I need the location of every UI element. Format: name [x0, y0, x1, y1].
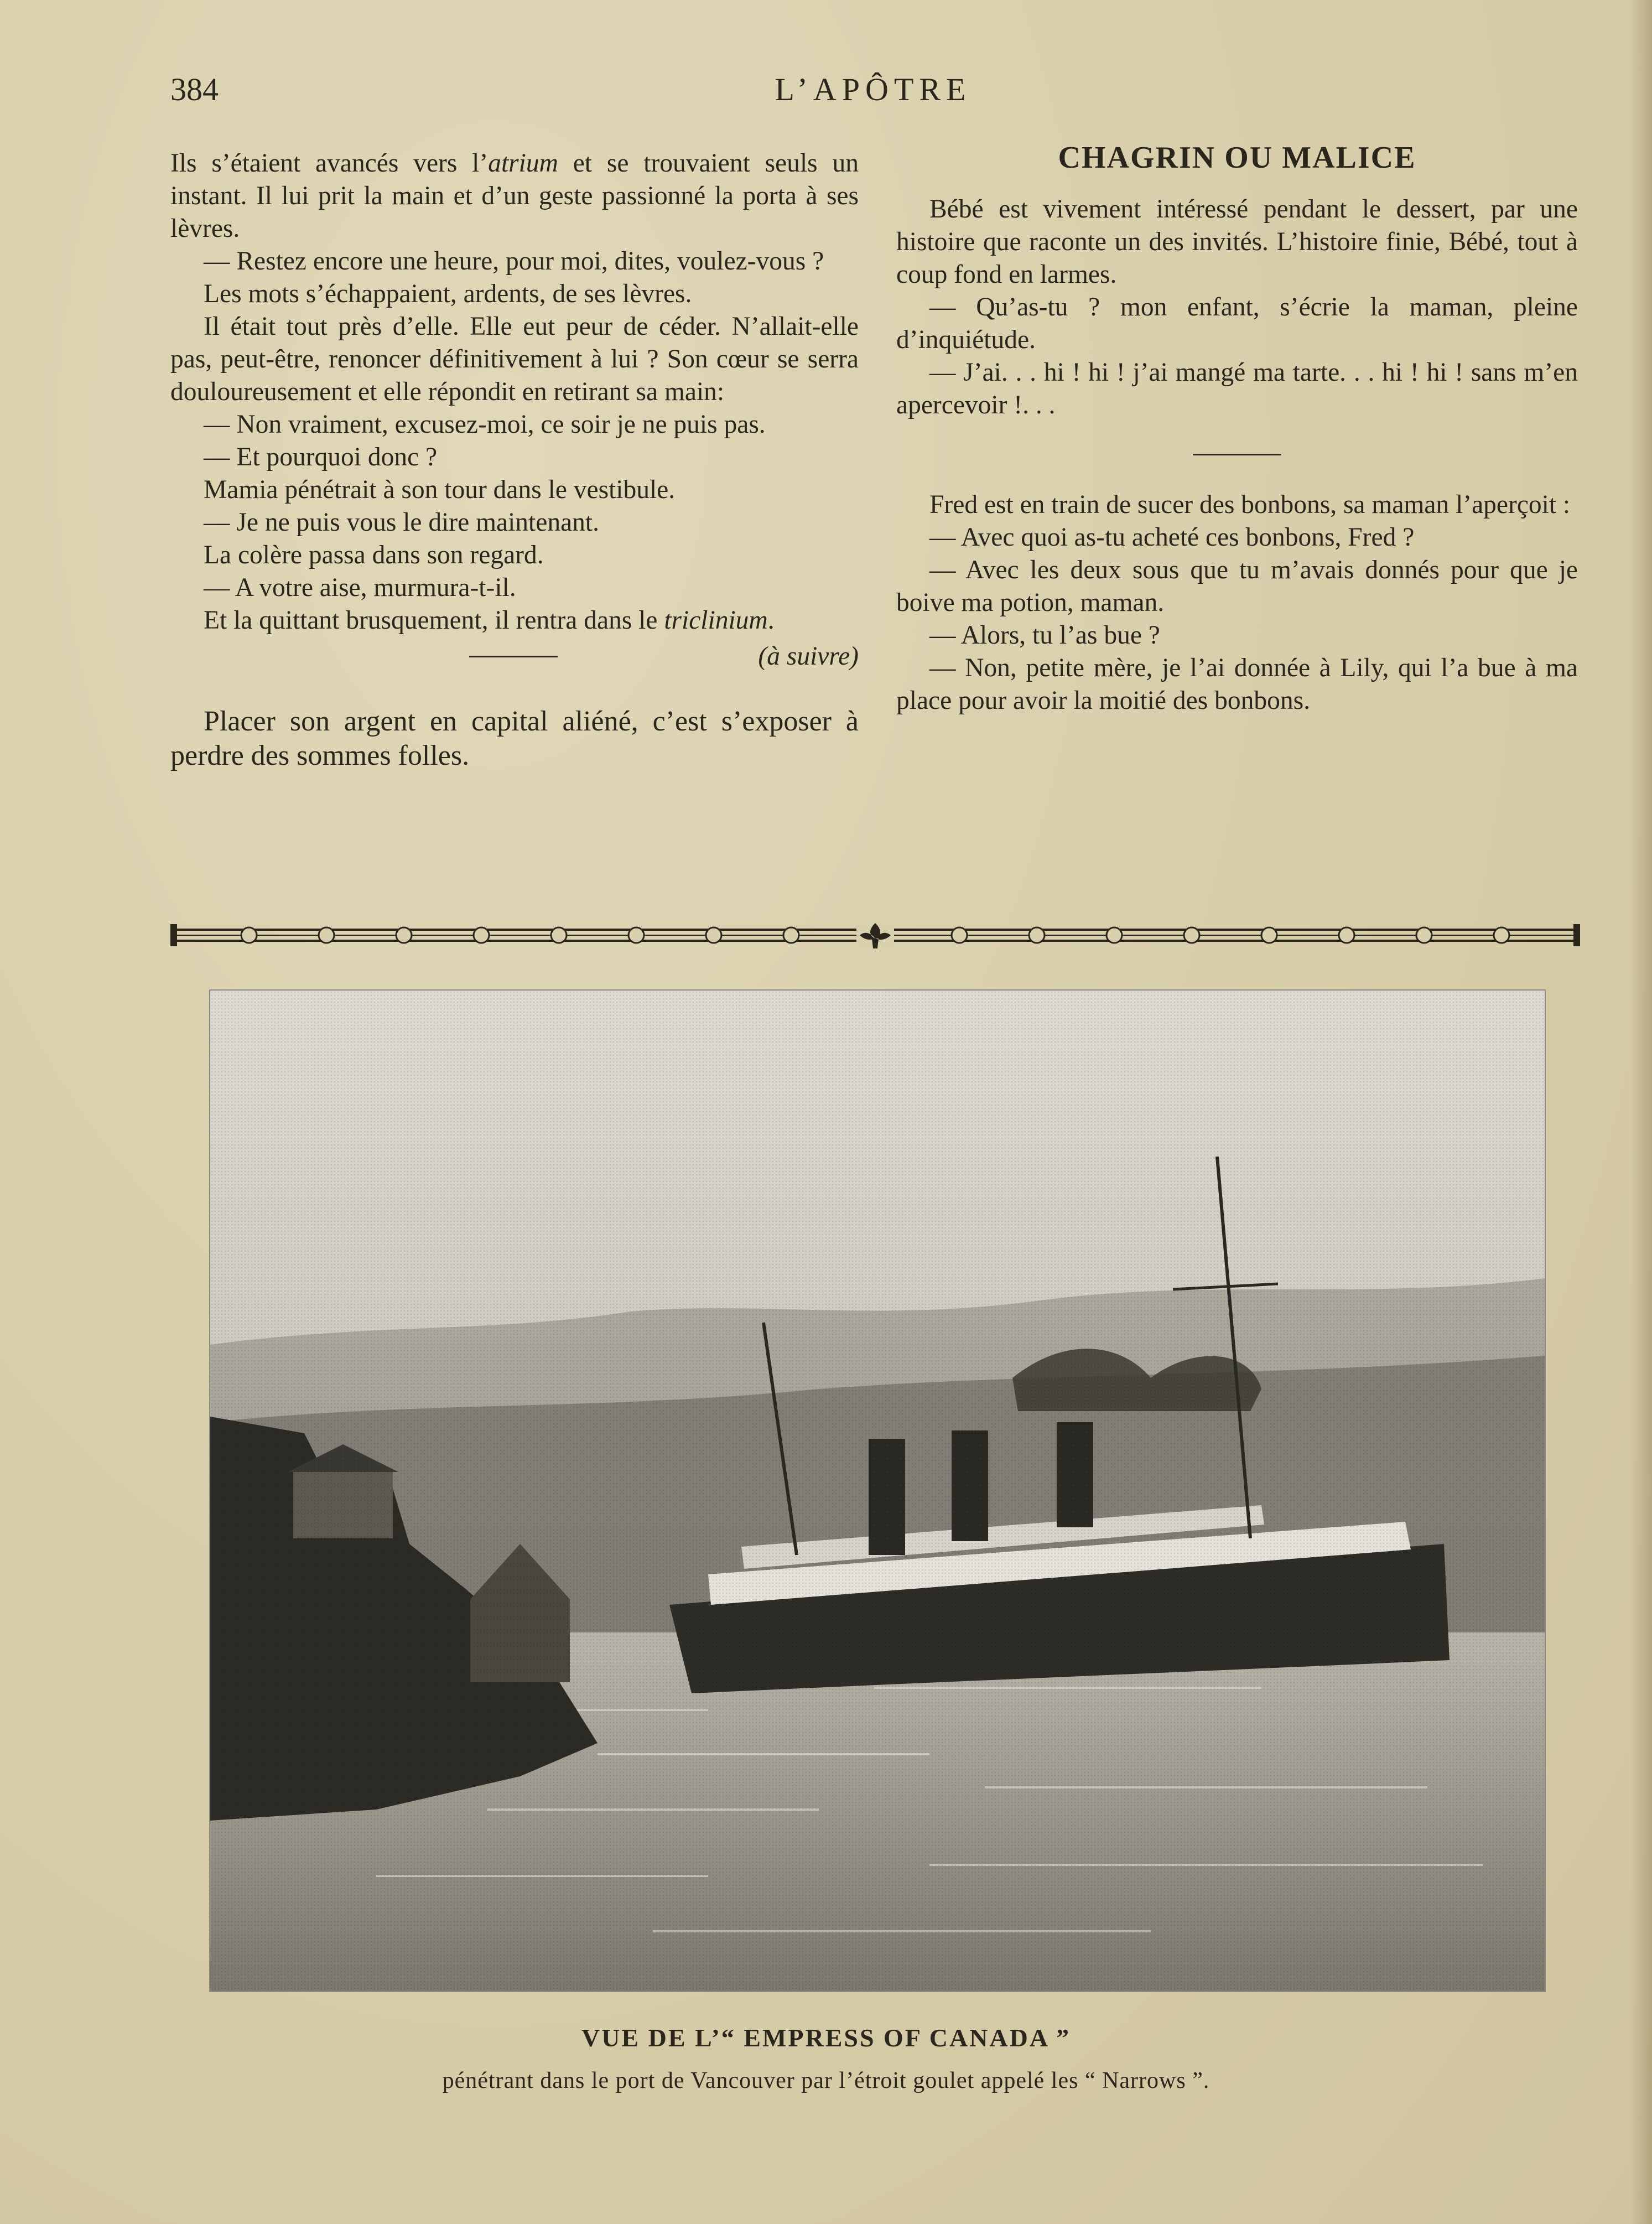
journal-title: L’APÔTRE: [775, 71, 972, 107]
paragraph: — A votre aise, murmura-t-il.: [204, 573, 516, 602]
paragraph: La colère passa dans son regard.: [204, 541, 544, 569]
paragraph: — J’ai. . . hi ! hi ! j’ai mangé ma tarte. . . hi ! hi ! sans m’en apercevoir !. . .: [896, 358, 1578, 419]
paragraph: Mamia pénétrait à son tour dans le vestibule.: [204, 475, 676, 504]
paragraph: — Restez encore une heure, pour moi, dites, voulez-vous ?: [204, 247, 824, 276]
paragraph: Ils s’étaient avancés vers l’atrium et se trouvaient seuls un instant. Il lui prit la main et d’un geste passionné la porta à ses lèvres.: [170, 149, 859, 243]
section-title: CHAGRIN OU MALICE: [1058, 141, 1416, 175]
short-rule: [469, 656, 558, 657]
to-be-continued: (à suivre): [758, 642, 859, 671]
paragraph: — Et pourquoi donc ?: [204, 443, 438, 471]
right-column: [896, 142, 1578, 717]
page-edge-shadow: [1630, 0, 1652, 2224]
paragraph: — Non, petite mère, je l’ai donnée à Lily, qui l’a bue à ma place pour avoir la moitié des bonbons.: [896, 654, 1578, 715]
paragraph: Fred est en train de sucer des bonbons, sa maman l’aperçoit :: [929, 490, 1571, 519]
page-number: 384: [170, 71, 219, 107]
paragraph: — Non vraiment, excusez-moi, ce soir je ne puis pas.: [204, 410, 766, 439]
paragraph: — Avec les deux sous que tu m’avais donnés pour que je boive ma potion, maman.: [896, 556, 1578, 617]
paragraph: Et la quittant brusquement, il rentra dans le triclinium.: [204, 606, 775, 635]
maxim: Placer son argent en capital aliéné, c’est s’exposer à perdre des sommes folles.: [170, 706, 859, 771]
ocean-liner-photo: [209, 989, 1546, 1992]
paragraph: — Qu’as-tu ? mon enfant, s’écrie la maman, pleine d’inquiétude.: [896, 293, 1578, 354]
photo-caption-subtitle: pénétrant dans le port de Vancouver par l’étroit goulet appelé les “ Narrows ”.: [442, 2068, 1210, 2093]
running-head: [170, 71, 1576, 115]
paragraph: Bébé est vivement intéressé pendant le dessert, par une histoire que raconte un des invités. L’histoire finie, Bébé, tout à coup fond en larmes.: [896, 195, 1578, 289]
ornamental-border: [170, 920, 1580, 951]
left-column: [170, 147, 859, 773]
paragraph: — Avec quoi as-tu acheté ces bonbons, Fred ?: [929, 523, 1415, 552]
paragraph: — Je ne puis vous le dire maintenant.: [204, 508, 599, 537]
photo-caption-title: VUE DE L’“ EMPRESS OF CANADA ”: [581, 2024, 1071, 2052]
continuation-row: [170, 640, 859, 680]
paragraph: Il était tout près d’elle. Elle eut peur de céder. N’allait-elle pas, peut-être, renoncer définitivement à lui ? Son cœur se serra douloureusement et elle répondit en retirant sa main:: [170, 312, 859, 406]
section-divider: [1193, 454, 1281, 455]
paragraph: Les mots s’échappaient, ardents, de ses lèvres.: [204, 279, 692, 308]
paragraph: — Alors, tu l’as bue ?: [929, 621, 1160, 650]
